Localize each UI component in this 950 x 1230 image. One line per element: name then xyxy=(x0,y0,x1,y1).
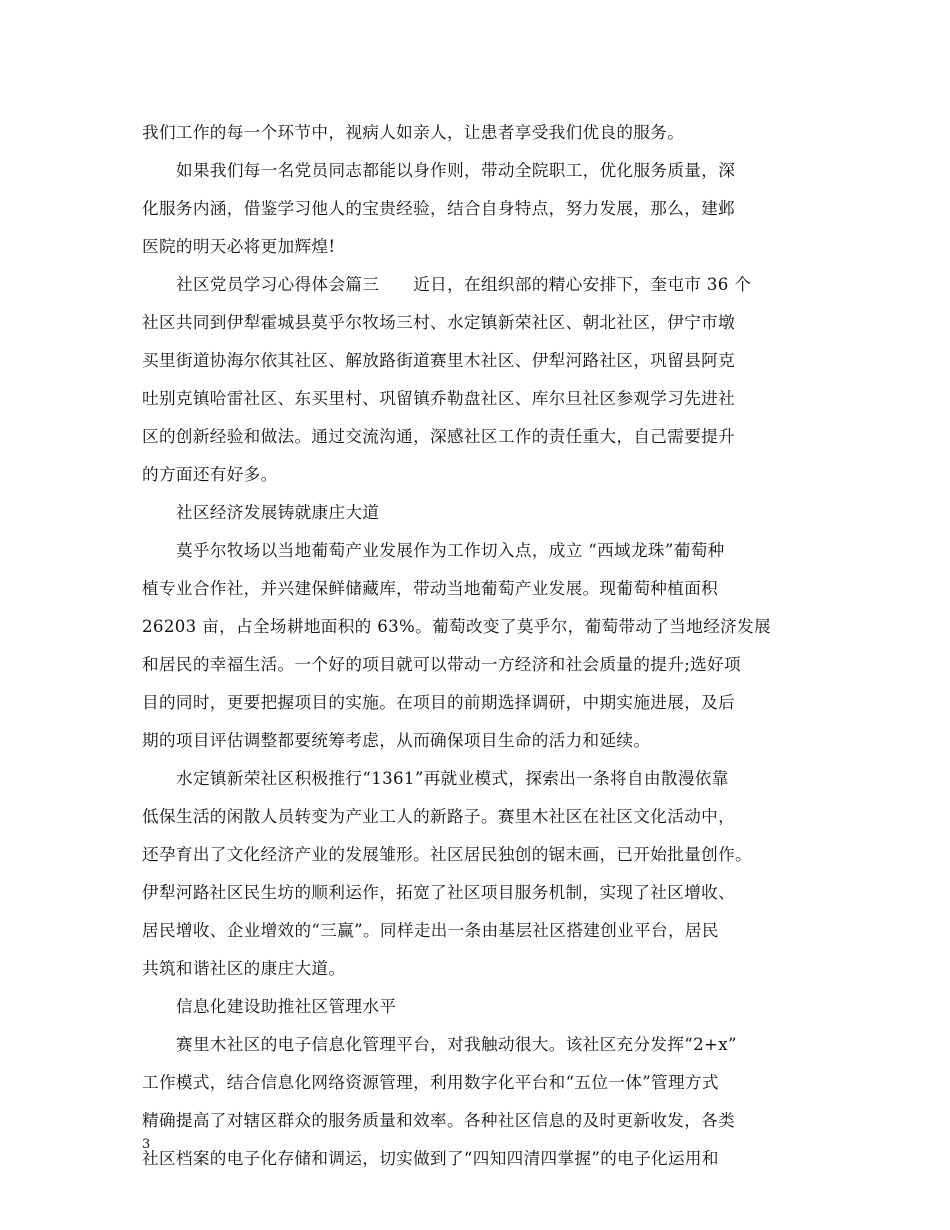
text-line: 共筑和谐社区的康庄大道。 xyxy=(142,959,346,978)
text-line: 社区共同到伊犁霍城县莫乎尔牧场三村、水定镇新荣社区、朝北社区，伊宁市墩 xyxy=(142,313,736,332)
text-line: 莫乎尔牧场以当地葡萄产业发展作为工作切入点，成立 “西域龙珠”葡萄种 xyxy=(176,541,725,560)
text-line: 伊犁河路社区民生坊的顺利运作，拓宽了社区项目服务机制，实现了社区增收、 xyxy=(142,883,736,902)
text-line: 低保生活的闲散人员转变为产业工人的新路子。赛里木社区在社区文化活动中， xyxy=(142,807,736,826)
text-line: 精确提高了对辖区群众的服务质量和效率。各种社区信息的及时更新收发，各类 xyxy=(142,1111,736,1130)
text-line: 社区党员学习心得体会篇三 近日，在组织部的精心安排下，奎屯市 36 个 xyxy=(176,275,752,294)
text-line: 买里街道协海尔依其社区、解放路街道赛里木社区、伊犁河路社区，巩留县阿克 xyxy=(142,351,736,370)
text-line: 目的同时，更要把握项目的实施。在项目的前期选择调研，中期实施进展，及后 xyxy=(142,693,736,712)
text-line: 化服务内涵，借鉴学习他人的宝贵经验，结合自身特点，努力发展，那么，建邺 xyxy=(142,199,736,218)
section-heading: 社区经济发展铸就康庄大道 xyxy=(176,503,380,522)
text-line: 期的项目评估调整都要统筹考虑，从而确保项目生命的活力和延续。 xyxy=(142,731,651,750)
text-line: 水定镇新荣社区积极推行“1361”再就业模式，探索出一条将自由散漫依靠 xyxy=(176,769,729,788)
text-line: 医院的明天必将更加辉煌! xyxy=(142,237,336,256)
page-number: 3 xyxy=(142,1137,151,1152)
text-line: 植专业合作社，并兴建保鲜储藏库，带动当地葡萄产业发展。现葡萄种植面积 xyxy=(142,579,719,598)
text-line: 的方面还有好多。 xyxy=(142,465,278,484)
text-line: 工作模式，结合信息化网络资源管理，利用数字化平台和“五位一体”管理方式 xyxy=(142,1073,719,1092)
text-line: 赛里木社区的电子信息化管理平台，对我触动很大。该社区充分发挥“2+x” xyxy=(176,1035,737,1054)
text-line: 26203 亩，占全场耕地面积的 63%。葡萄改变了莫乎尔，葡萄带动了当地经济发展 xyxy=(142,617,771,636)
text-line: 还孕育出了文化经济产业的发展雏形。社区居民独创的锯末画，已开始批量创作。 xyxy=(142,845,752,864)
text-line: 区的创新经验和做法。通过交流沟通，深感社区工作的责任重大，自己需要提升 xyxy=(142,427,736,446)
text-line: 我们工作的每一个环节中，视病人如亲人，让患者享受我们优良的服务。 xyxy=(142,123,685,142)
text-line: 和居民的幸福生活。一个好的项目就可以带动一方经济和社会质量的提升;选好项 xyxy=(142,655,741,674)
text-line: 吐别克镇哈雷社区、东买里村、巩留镇乔勒盘社区、库尔旦社区参观学习先进社 xyxy=(142,389,736,408)
text-line: 社区档案的电子化存储和调运，切实做到了“四知四清四掌握”的电子化运用和 xyxy=(142,1149,719,1168)
section-heading: 信息化建设助推社区管理水平 xyxy=(176,997,397,1016)
body-text xyxy=(142,114,812,1178)
text-line: 如果我们每一名党员同志都能以身作则，带动全院职工，优化服务质量，深 xyxy=(176,161,736,180)
text-line: 居民增收、企业增效的“三赢”。同样走出一条由基层社区搭建创业平台，居民 xyxy=(142,921,719,940)
